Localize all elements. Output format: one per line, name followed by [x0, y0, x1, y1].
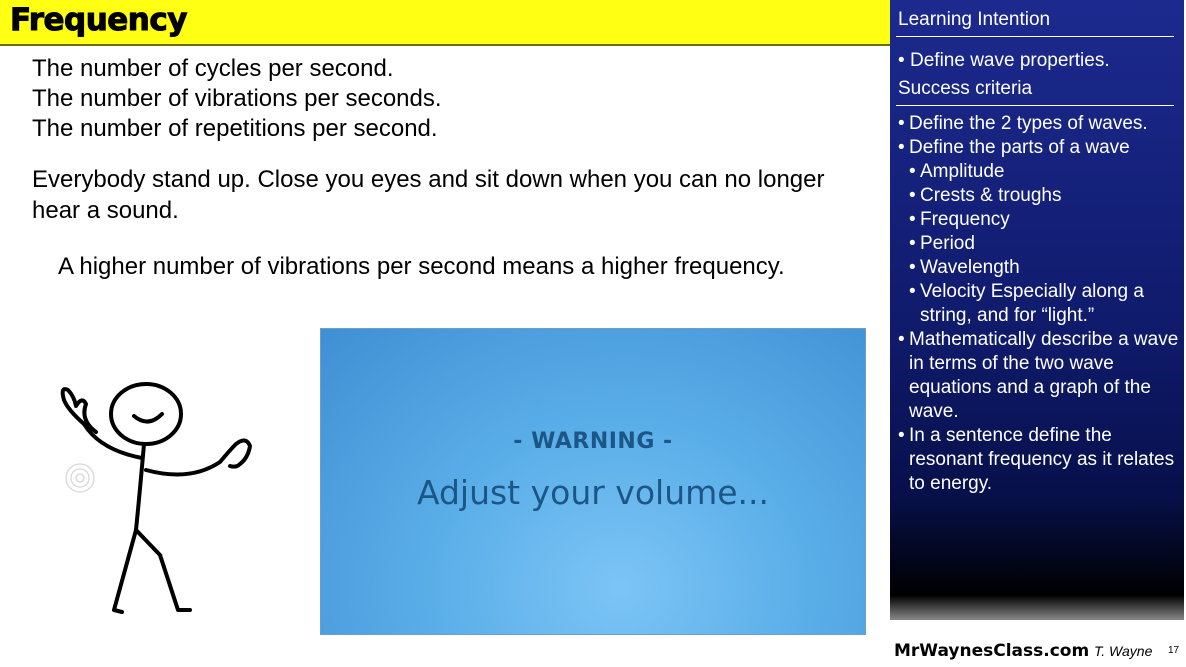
slide-title: Frequency [10, 2, 187, 38]
bullet-icon: • [909, 233, 916, 254]
success-criteria-text: Period [920, 233, 975, 254]
learning-intention-text: Define wave properties. [910, 50, 1110, 71]
success-criteria-heading: Success criteria [898, 78, 1033, 99]
stick-figure-illustration [40, 380, 270, 620]
success-criteria-item [890, 256, 1184, 280]
bullet-icon: • [898, 113, 905, 134]
bullet-icon: • [909, 257, 916, 278]
bullet-icon: • [909, 161, 916, 182]
success-criteria-text: Mathematically describe a wave in terms of the two wave equations and a graph of the wave. [909, 329, 1179, 422]
success-criteria-item [890, 232, 1184, 256]
warning-label: - WARNING - [513, 429, 673, 454]
learning-sidebar [890, 0, 1184, 620]
volume-message: Adjust your volume... [416, 473, 770, 512]
learning-intention-item [890, 49, 1184, 73]
definition-line: The number of cycles per second. [32, 55, 394, 82]
success-criteria-text: Define the 2 types of waves. [909, 113, 1148, 134]
bullet-icon: • [898, 50, 905, 71]
success-criteria-text: Define the parts of a wave [909, 137, 1130, 158]
bullet-icon: • [898, 137, 905, 158]
conclusion-text: A higher number of vibrations per second means a higher frequency. [58, 253, 785, 280]
success-criteria-item [890, 280, 1184, 328]
bullet-icon: • [909, 209, 916, 230]
definition-line: The number of vibrations per seconds. [32, 85, 442, 112]
success-criteria-text: Frequency [920, 209, 1010, 230]
success-criteria-text: Crests & troughs [920, 185, 1062, 206]
page-number: 17 [1168, 645, 1180, 656]
learning-intention-heading: Learning Intention [898, 9, 1051, 30]
success-criteria-text: Velocity Especially along a string, and for “light.” [920, 281, 1144, 326]
success-criteria-item [890, 424, 1184, 496]
bullet-icon: • [909, 281, 916, 302]
success-criteria-text: Amplitude [920, 161, 1005, 182]
title-bar [0, 0, 890, 46]
success-criteria-text: In a sentence define the resonant frequency as it relates to energy. [909, 425, 1175, 494]
activity-text: Everybody stand up. Close you eyes and sit down when you can no longer hear a sound. [32, 166, 825, 224]
author-label: T. Wayne [1094, 643, 1153, 659]
bullet-icon: • [898, 329, 905, 350]
success-criteria-item [890, 184, 1184, 208]
video-player[interactable] [320, 328, 866, 635]
bullet-icon: • [898, 425, 905, 446]
stick-figure-icon [40, 380, 270, 620]
success-criteria-item [890, 328, 1184, 424]
success-criteria-text: Wavelength [920, 257, 1020, 278]
success-criteria-item [890, 112, 1184, 136]
bullet-icon: • [909, 185, 916, 206]
site-footer: MrWaynesClass.com [894, 641, 1090, 661]
definitions [32, 54, 872, 144]
success-criteria-list [890, 112, 1184, 496]
definition-line: The number of repetitions per second. [32, 115, 438, 142]
success-criteria-item [890, 136, 1184, 160]
success-criteria-item [890, 160, 1184, 184]
success-criteria-item [890, 208, 1184, 232]
